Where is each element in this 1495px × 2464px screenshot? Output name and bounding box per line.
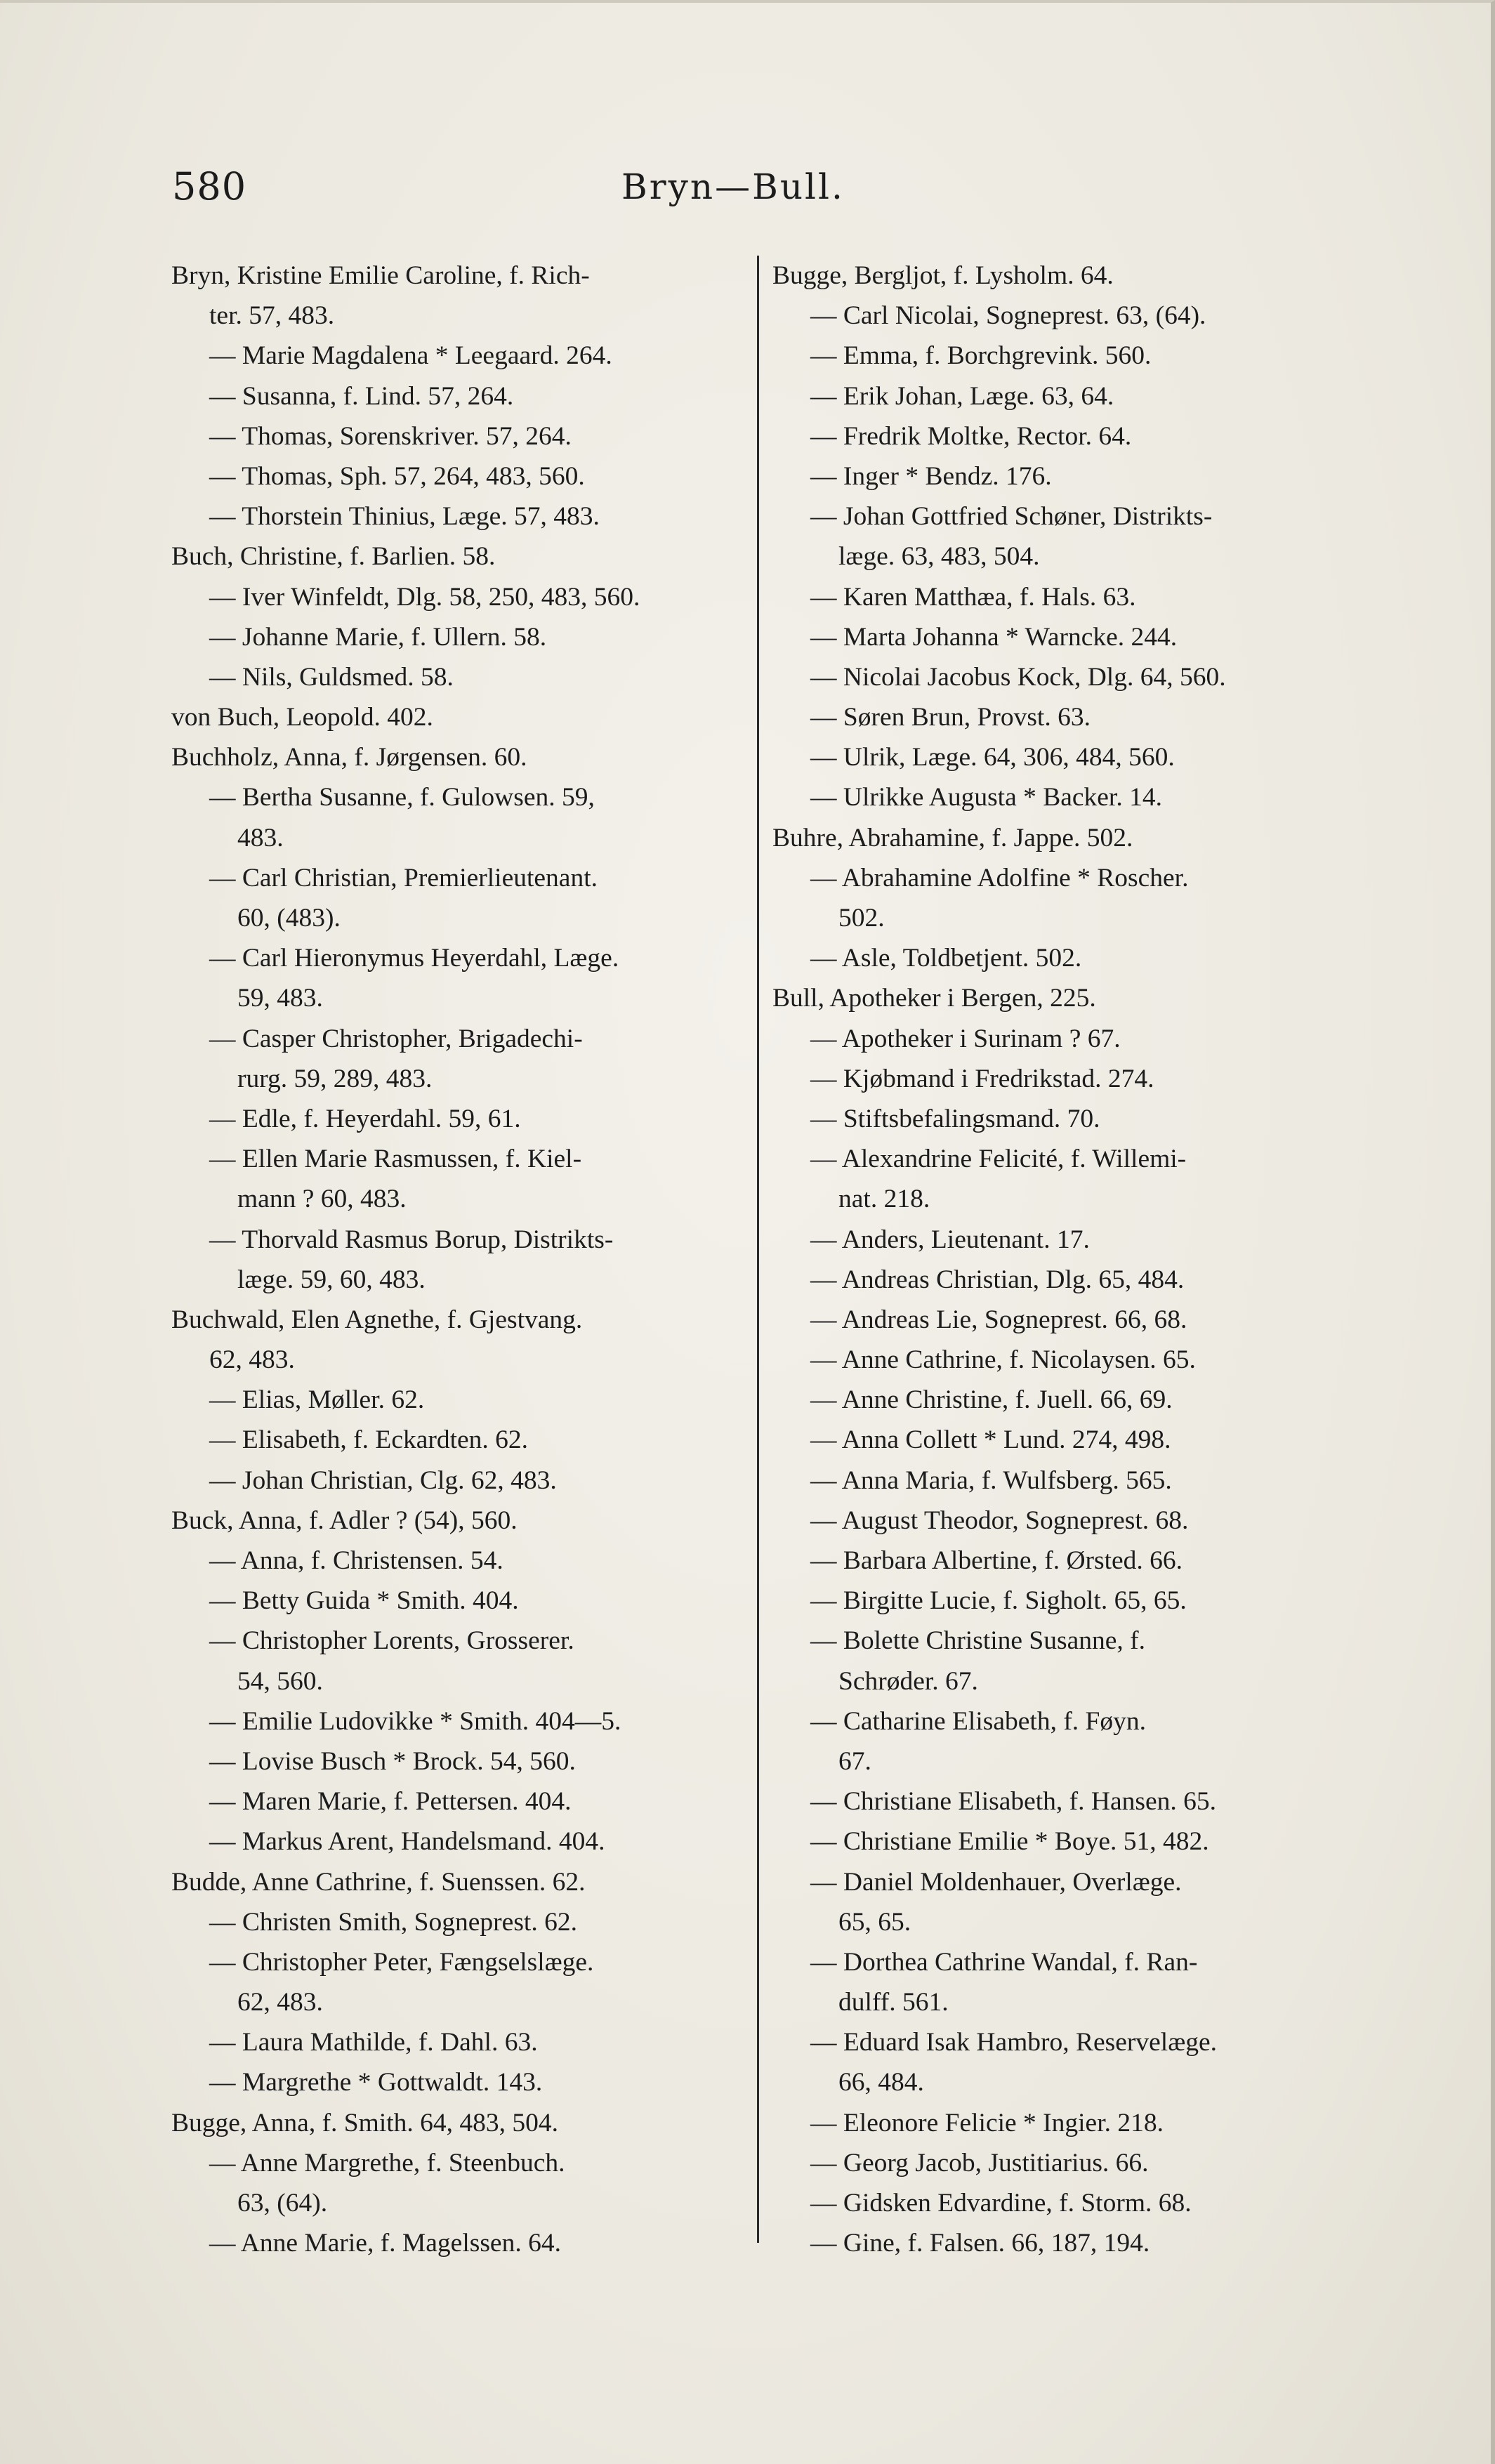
- index-subentry: — Lovise Busch * Brock. 54, 560.: [209, 1746, 576, 1776]
- index-subentry: — Nicolai Jacobus Kock, Dlg. 64, 560.: [810, 662, 1226, 692]
- index-subentry: — Bertha Susanne, f. Gulowsen. 59,: [209, 783, 595, 812]
- index-subentry: — Christiane Emilie * Boye. 51, 482.: [810, 1827, 1209, 1857]
- index-entry-continuation: 60, (483).: [237, 904, 341, 933]
- index-entry-continuation: nat. 218.: [838, 1185, 930, 1214]
- index-subentry: — Casper Christopher, Brigadechi-: [209, 1024, 583, 1053]
- index-entry-continuation: 54, 560.: [237, 1666, 323, 1696]
- index-subentry: — Edle, f. Heyerdahl. 59, 61.: [209, 1104, 521, 1133]
- index-subentry: — Søren Brun, Provst. 63.: [810, 703, 1091, 732]
- index-entry-continuation: 67.: [838, 1746, 871, 1776]
- index-subentry: — Asle, Toldbetjent. 502.: [810, 944, 1082, 973]
- index-entry-continuation: 66, 484.: [838, 2068, 924, 2097]
- index-subentry: — Ellen Marie Rasmussen, f. Kiel-: [209, 1145, 582, 1174]
- index-subentry: — Carl Christian, Premierlieutenant.: [209, 863, 598, 892]
- index-subentry: — Apotheker i Surinam ? 67.: [810, 1024, 1121, 1053]
- index-entry: Budde, Anne Cathrine, f. Suenssen. 62.: [171, 1867, 586, 1897]
- index-subentry: — Ulrikke Augusta * Backer. 14.: [810, 783, 1162, 812]
- index-subentry: — Dorthea Cathrine Wandal, f. Ran-: [810, 1947, 1198, 1977]
- index-subentry: — Markus Arent, Handelsmand. 404.: [209, 1827, 605, 1857]
- index-subentry: — Emilie Ludovikke * Smith. 404—5.: [209, 1706, 621, 1736]
- index-subentry: — Birgitte Lucie, f. Sigholt. 65, 65.: [810, 1586, 1187, 1616]
- index-entry: von Buch, Leopold. 402.: [171, 703, 433, 732]
- index-entry-continuation: læge. 59, 60, 483.: [237, 1265, 426, 1294]
- index-subentry: — Abrahamine Adolfine * Roscher.: [810, 863, 1189, 892]
- index-entry: Bull, Apotheker i Bergen, 225.: [772, 984, 1096, 1013]
- index-entry-continuation: 502.: [838, 904, 885, 933]
- index-subentry: — Elisabeth, f. Eckardten. 62.: [209, 1425, 529, 1455]
- index-subentry: — August Theodor, Sogneprest. 68.: [810, 1506, 1189, 1535]
- index-subentry: — Fredrik Moltke, Rector. 64.: [810, 421, 1132, 451]
- index-entry-continuation: læge. 63, 483, 504.: [838, 542, 1040, 572]
- index-subentry: — Maren Marie, f. Pettersen. 404.: [209, 1787, 572, 1817]
- index-subentry: — Elias, Møller. 62.: [209, 1385, 425, 1415]
- index-entry-continuation: 63, (64).: [237, 2189, 328, 2218]
- index-subentry: — Johan Christian, Clg. 62, 483.: [209, 1465, 557, 1495]
- index-entry-continuation: 59, 483.: [237, 984, 323, 1013]
- index-subentry: — Thomas, Sph. 57, 264, 483, 560.: [209, 461, 585, 491]
- page-number: 580: [172, 164, 247, 209]
- index-entry: Buchwald, Elen Agnethe, f. Gjestvang.: [171, 1305, 583, 1334]
- index-entry: Buck, Anna, f. Adler ? (54), 560.: [171, 1506, 518, 1535]
- index-subentry: — Thorvald Rasmus Borup, Distrikts-: [209, 1225, 614, 1254]
- index-subentry: — Anne Cathrine, f. Nicolaysen. 65.: [810, 1345, 1196, 1375]
- index-subentry: — Christiane Elisabeth, f. Hansen. 65.: [810, 1787, 1217, 1817]
- index-subentry: — Marie Magdalena * Leegaard. 264.: [209, 341, 612, 371]
- index-subentry: — Anne Margrethe, f. Steenbuch.: [209, 2148, 565, 2178]
- index-subentry: — Stiftsbefalingsmand. 70.: [810, 1104, 1100, 1133]
- index-subentry: — Anne Marie, f. Magelssen. 64.: [209, 2229, 561, 2258]
- index-entry-continuation: 62, 483.: [209, 1345, 295, 1375]
- index-subentry: — Anders, Lieutenant. 17.: [810, 1225, 1090, 1254]
- index-subentry: — Emma, f. Borchgrevink. 560.: [810, 341, 1152, 371]
- index-subentry: — Anna Maria, f. Wulfsberg. 565.: [810, 1465, 1172, 1495]
- index-subentry: — Thomas, Sorenskriver. 57, 264.: [209, 421, 572, 451]
- index-column-right: [772, 256, 1355, 2263]
- index-subentry: — Eleonore Felicie * Ingier. 218.: [810, 2108, 1164, 2137]
- index-entry-continuation: rurg. 59, 289, 483.: [237, 1064, 433, 1093]
- index-subentry: — Anna Collett * Lund. 274, 498.: [810, 1425, 1171, 1455]
- index-entry: Buhre, Abrahamine, f. Jappe. 502.: [772, 823, 1133, 852]
- index-entry: Bryn, Kristine Emilie Caroline, f. Rich-: [171, 261, 590, 290]
- index-subentry: — Carl Hieronymus Heyerdahl, Læge.: [209, 944, 619, 973]
- index-subentry: — Anna, f. Christensen. 54.: [209, 1546, 503, 1575]
- index-subentry: — Gidsken Edvardine, f. Storm. 68.: [810, 2189, 1192, 2218]
- index-subentry: — Daniel Moldenhauer, Overlæge.: [810, 1867, 1182, 1897]
- index-entry-continuation: dulff. 561.: [838, 1988, 949, 2017]
- index-subentry: — Christopher Peter, Fængselslæge.: [209, 1947, 594, 1977]
- index-subentry: — Bolette Christine Susanne, f.: [810, 1626, 1146, 1656]
- index-entry-continuation: mann ? 60, 483.: [237, 1185, 407, 1214]
- index-entry: Bugge, Bergljot, f. Lysholm. 64.: [772, 261, 1114, 290]
- index-subentry: — Carl Nicolai, Sogneprest. 63, (64).: [810, 301, 1206, 331]
- index-subentry: — Christen Smith, Sogneprest. 62.: [209, 1907, 577, 1937]
- index-subentry: — Catharine Elisabeth, f. Føyn.: [810, 1706, 1147, 1736]
- index-subentry: — Johan Gottfried Schøner, Distrikts-: [810, 502, 1213, 532]
- index-subentry: — Inger * Bendz. 176.: [810, 461, 1052, 491]
- index-subentry: — Anne Christine, f. Juell. 66, 69.: [810, 1385, 1173, 1415]
- index-subentry: — Marta Johanna * Warncke. 244.: [810, 622, 1178, 652]
- index-subentry: — Thorstein Thinius, Læge. 57, 483.: [209, 502, 600, 532]
- index-subentry: — Georg Jacob, Justitiarius. 66.: [810, 2148, 1149, 2178]
- index-subentry: — Alexandrine Felicité, f. Willemi-: [810, 1145, 1187, 1174]
- index-entry-continuation: ter. 57, 483.: [209, 301, 335, 331]
- index-subentry: — Christopher Lorents, Grosserer.: [209, 1626, 574, 1656]
- index-subentry: — Gine, f. Falsen. 66, 187, 194.: [810, 2229, 1150, 2258]
- index-subentry: — Eduard Isak Hambro, Reservelæge.: [810, 2028, 1217, 2057]
- index-subentry: — Andreas Lie, Sogneprest. 66, 68.: [810, 1305, 1187, 1334]
- index-entry: Bugge, Anna, f. Smith. 64, 483, 504.: [171, 2108, 559, 2137]
- index-subentry: — Susanna, f. Lind. 57, 264.: [209, 381, 514, 411]
- index-subentry: — Betty Guida * Smith. 404.: [209, 1586, 519, 1616]
- index-subentry: — Iver Winfeldt, Dlg. 58, 250, 483, 560.: [209, 582, 640, 612]
- index-entry-continuation: 62, 483.: [237, 1988, 323, 2017]
- index-subentry: — Laura Mathilde, f. Dahl. 63.: [209, 2028, 538, 2057]
- index-subentry: — Johanne Marie, f. Ullern. 58.: [209, 622, 547, 652]
- running-head: Bryn—Bull.: [621, 166, 845, 207]
- page-header: [172, 159, 1352, 215]
- column-divider: [757, 256, 759, 2243]
- index-column-left: [171, 256, 754, 2263]
- index-subentry: — Karen Matthæa, f. Hals. 63.: [810, 582, 1136, 612]
- index-subentry: — Ulrik, Læge. 64, 306, 484, 560.: [810, 743, 1175, 772]
- index-entry: Buchholz, Anna, f. Jørgensen. 60.: [171, 743, 527, 772]
- index-entry-continuation: 483.: [237, 823, 284, 852]
- index-subentry: — Barbara Albertine, f. Ørsted. 66.: [810, 1546, 1183, 1575]
- index-subentry: — Kjøbmand i Fredrikstad. 274.: [810, 1064, 1154, 1093]
- index-subentry: — Andreas Christian, Dlg. 65, 484.: [810, 1265, 1185, 1294]
- index-subentry: — Nils, Guldsmed. 58.: [209, 662, 454, 692]
- index-subentry: — Erik Johan, Læge. 63, 64.: [810, 381, 1114, 411]
- index-subentry: — Margrethe * Gottwaldt. 143.: [209, 2068, 543, 2097]
- index-entry-continuation: Schrøder. 67.: [838, 1666, 978, 1696]
- index-entry: Buch, Christine, f. Barlien. 58.: [171, 542, 496, 572]
- index-entry-continuation: 65, 65.: [838, 1907, 911, 1937]
